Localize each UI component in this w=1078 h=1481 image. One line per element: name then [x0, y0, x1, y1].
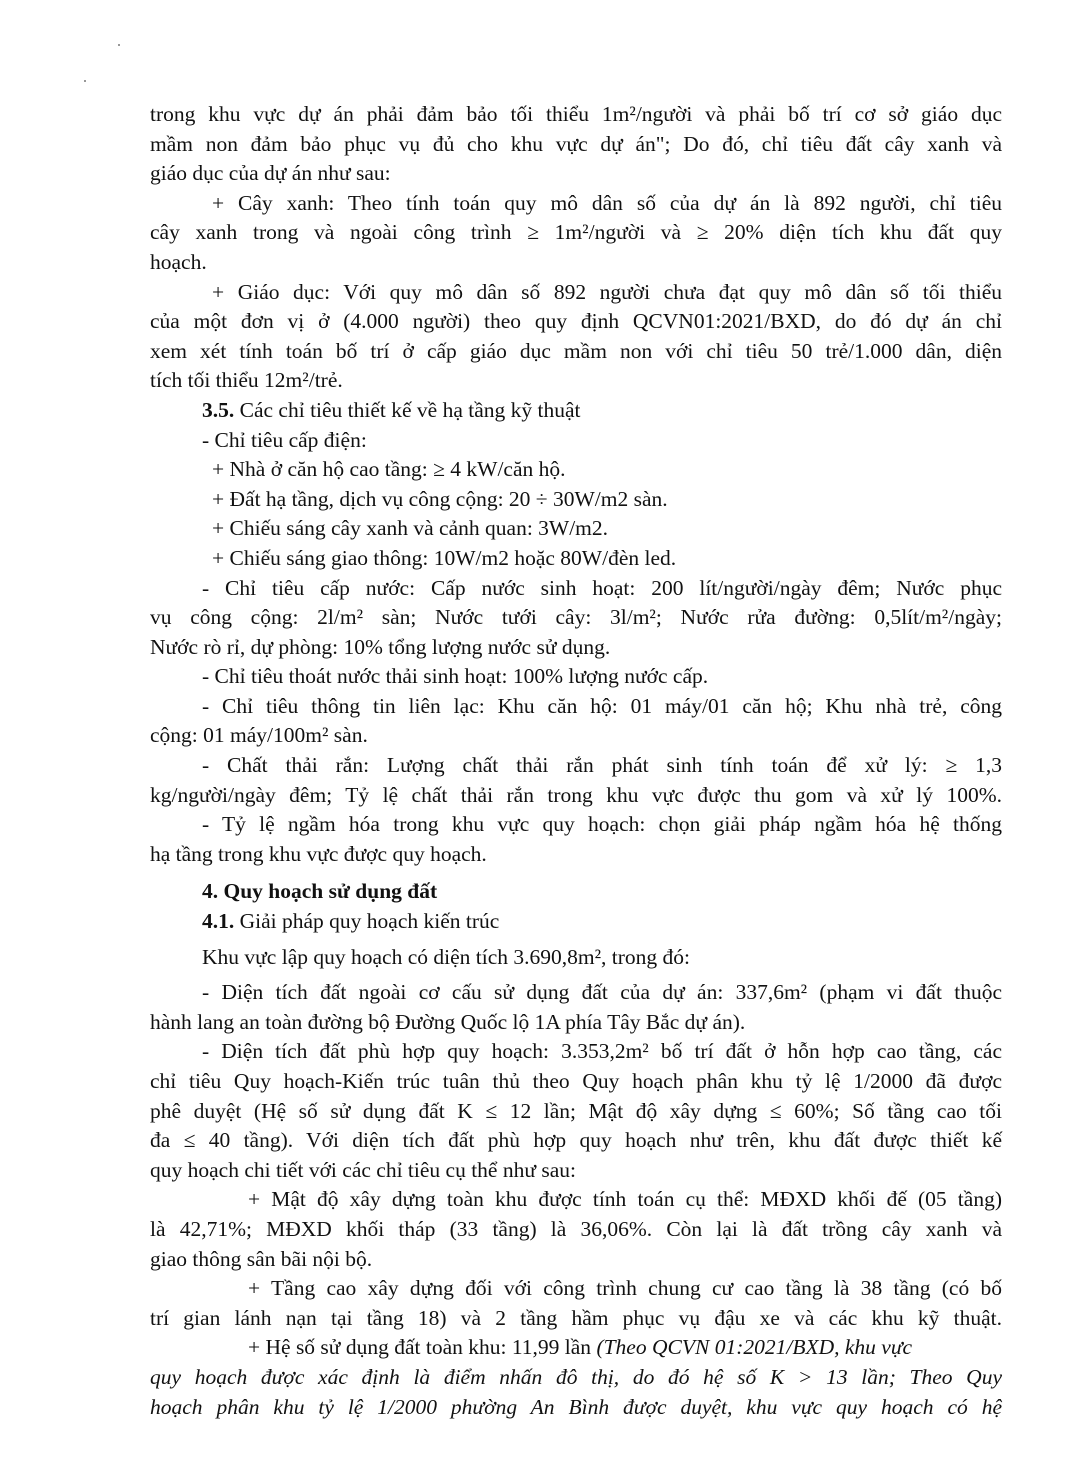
- text-line: chỉ tiêu Quy hoạch-Kiến trúc tuân thủ theo Quy hoạch phân khu tỷ lệ 1/2000 đã được: [150, 1069, 1002, 1093]
- text-line: giao thông sân bãi nội bộ.: [150, 1246, 373, 1271]
- text-line: trí gian lánh nạn tại tầng 18) và 2 tầng hầm phục vụ đậu xe và các khu kỹ thuật.: [150, 1305, 1002, 1330]
- text-line: hoạch phân khu tỷ lệ 1/2000 phường An Bình được duyệt, khu vực quy hoạch có hệ: [150, 1394, 1002, 1419]
- text-line: Nước rò rỉ, dự phòng: 10% tổng lượng nước sử dụng.: [150, 634, 611, 659]
- text-line: quy hoạch được xác định là điểm nhấn đô thị, do đó hệ số K > 13 lần; Theo Quy: [150, 1364, 1002, 1389]
- document-body: [150, 100, 1002, 1422]
- section-title: Giải pháp quy hoạch kiến trúc: [239, 909, 500, 934]
- text-line: + Giáo dục: Với quy mô dân số 892 người chưa đạt quy mô dân số tối thiểu: [212, 279, 1002, 304]
- text-line: + Chiếu sáng cây xanh và cảnh quan: 3W/m2.: [212, 516, 609, 541]
- text-line: trong khu vực dự án phải đảm bảo tối thiểu 1m²/người và phải bố trí cơ sở giáo dục: [150, 102, 1002, 126]
- text-line: + Chiếu sáng giao thông: 10W/m2 hoặc 80W/đèn led.: [212, 545, 677, 570]
- text-line: - Diện tích đất ngoài cơ cấu sử dụng đất của dự án: 337,6m² (phạm vi đất thuộc: [202, 980, 1002, 1005]
- text-line: là 42,71%; MĐXD khối tháp (33 tầng) là 36,06%. Còn lại là đất trồng cây xanh và: [150, 1216, 1002, 1241]
- text-line: + Nhà ở căn hộ cao tầng: ≥ 4 kW/căn hộ.: [212, 457, 566, 482]
- text-line: - Chỉ tiêu cấp nước: Cấp nước sinh hoạt: 200 lít/người/ngày đêm; Nước phục: [202, 575, 1002, 600]
- section-number: 4.1.: [202, 909, 235, 934]
- text-line: + Tầng cao xây dựng đối với công trình chung cư cao tầng là 38 tầng (có bố: [248, 1276, 1002, 1301]
- text-line: đa ≤ 40 tầng). Với diện tích đất phù hợp quy hoạch như trên, khu đất được thiết kế: [150, 1128, 1002, 1153]
- text-line: [150, 1333, 1002, 1363]
- text-line: phê duyệt (Hệ số sử dụng đất K ≤ 12 lần; Mật độ xây dựng ≤ 60%; Số tầng cao tối: [150, 1098, 1002, 1123]
- text-line: vụ công cộng: 2l/m² sàn; Nước tưới cây: 3l/m²; Nước rửa đường: 0,5lít/m²/ngày;: [150, 605, 1002, 630]
- section-heading-4-1: [150, 907, 1002, 937]
- section-heading-3-5: [150, 396, 1002, 426]
- text-line: + Cây xanh: Theo tính toán quy mô dân số của dự án là 892 người, chỉ tiêu: [212, 190, 1002, 215]
- text-line: hạ tầng trong khu vực được quy hoạch.: [150, 841, 487, 866]
- text-line: giáo dục của dự án như sau:: [150, 161, 391, 186]
- section-number: 3.5.: [202, 397, 235, 422]
- text-line: xem xét tính toán bố trí ở cấp giáo dục mầm non với chỉ tiêu 50 trẻ/1.000 dân, diện: [150, 338, 1002, 363]
- text-line: cây xanh trong và ngoài công trình ≥ 1m²/người và ≥ 20% diện tích khu đất quy: [150, 220, 1002, 245]
- text-line: hoạch.: [150, 249, 207, 274]
- text-line: + Đất hạ tầng, dịch vụ công cộng: 20 ÷ 30W/m2 sàn.: [212, 486, 668, 511]
- text-line: quy hoạch chi tiết với các chỉ tiêu cụ thể như sau:: [150, 1157, 577, 1182]
- text-line: - Diện tích đất phù hợp quy hoạch: 3.353,2m² bố trí đất ở hỗn hợp cao tầng, các: [202, 1039, 1002, 1064]
- text-line: hành lang an toàn đường bộ Đường Quốc lộ 1A phía Tây Bắc dự án).: [150, 1009, 746, 1034]
- text-line: - Tỷ lệ ngầm hóa trong khu vực quy hoạch: chọn giải pháp ngầm hóa hệ thống: [202, 812, 1002, 837]
- text-line: - Chỉ tiêu thoát nước thải sinh hoạt: 100% lượng nước cấp.: [202, 664, 709, 689]
- section-title: Các chỉ tiêu thiết kế về hạ tầng kỹ thuật: [239, 397, 581, 422]
- text-italic: (Theo QCVN 01:2021/BXD, khu vực: [596, 1335, 913, 1360]
- text-normal: + Hệ số sử dụng đất toàn khu: 11,99 lần: [248, 1335, 597, 1360]
- text-line: + Mật độ xây dựng toàn khu được tính toán cụ thể: MĐXD khối đế (05 tầng): [248, 1187, 1002, 1212]
- text-line: - Chỉ tiêu cấp điện:: [202, 427, 367, 452]
- text-line: Khu vực lập quy hoạch có diện tích 3.690,8m², trong đó:: [202, 944, 691, 969]
- text-line: - Chỉ tiêu thông tin liên lạc: Khu căn hộ: 01 máy/01 căn hộ; Khu nhà trẻ, công: [202, 693, 1002, 718]
- text-line: tích tối thiểu 12m²/trẻ.: [150, 368, 343, 393]
- text-line: mầm non đảm bảo phục vụ đủ cho khu vực dự án"; Do đó, chỉ tiêu đất cây xanh và: [150, 131, 1002, 156]
- section-heading-4: 4. Quy hoạch sử dụng đất: [202, 879, 438, 904]
- text-line: của một đơn vị ở (4.000 người) theo quy định QCVN01:2021/BXD, do đó dự án chỉ: [150, 309, 1002, 334]
- text-line: cộng: 01 máy/100m² sàn.: [150, 723, 368, 748]
- text-line: - Chất thải rắn: Lượng chất thải rắn phát sinh tính toán để xử lý: ≥ 1,3: [202, 753, 1002, 778]
- text-line: kg/người/ngày đêm; Tỷ lệ chất thải rắn trong khu vực được thu gom và xử lý 100%.: [150, 782, 1002, 807]
